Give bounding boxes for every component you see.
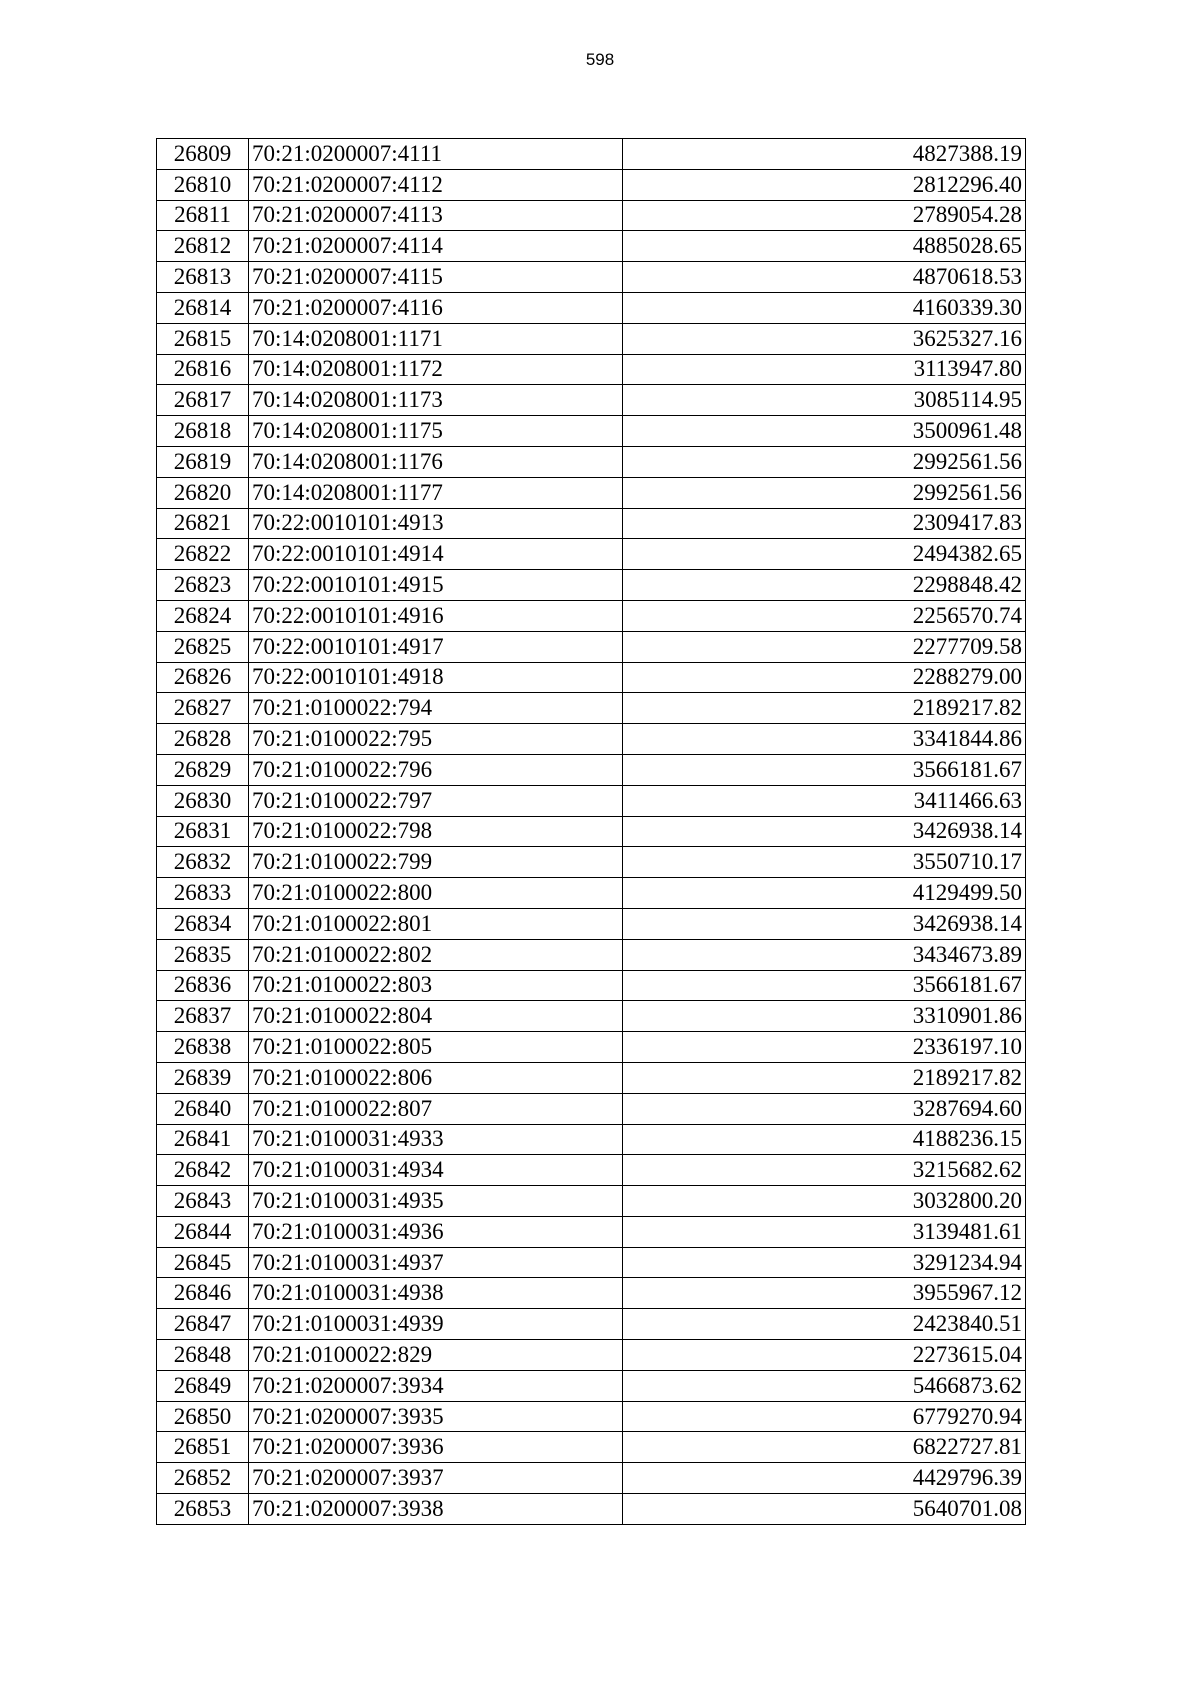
value-cell: 3139481.61 bbox=[623, 1216, 1026, 1247]
row-number-cell: 26850 bbox=[157, 1401, 249, 1432]
cadastral-number-cell: 70:22:0010101:4915 bbox=[249, 570, 623, 601]
cadastral-number-cell: 70:21:0200007:3936 bbox=[249, 1432, 623, 1463]
row-number-cell: 26840 bbox=[157, 1093, 249, 1124]
table-row bbox=[157, 1124, 1026, 1155]
table-row bbox=[157, 1494, 1026, 1525]
value-cell: 2992561.56 bbox=[623, 446, 1026, 477]
cadastral-number-cell: 70:22:0010101:4918 bbox=[249, 662, 623, 693]
row-number-cell: 26837 bbox=[157, 1001, 249, 1032]
cadastral-number-cell: 70:22:0010101:4917 bbox=[249, 631, 623, 662]
cadastral-number-cell: 70:21:0200007:4112 bbox=[249, 169, 623, 200]
cadastral-number-cell: 70:21:0100031:4935 bbox=[249, 1186, 623, 1217]
value-cell: 3625327.16 bbox=[623, 323, 1026, 354]
row-number-cell: 26811 bbox=[157, 200, 249, 231]
row-number-cell: 26823 bbox=[157, 570, 249, 601]
row-number-cell: 26813 bbox=[157, 262, 249, 293]
table-row bbox=[157, 139, 1026, 170]
cadastral-number-cell: 70:22:0010101:4916 bbox=[249, 600, 623, 631]
table-row bbox=[157, 878, 1026, 909]
value-cell: 2273615.04 bbox=[623, 1340, 1026, 1371]
row-number-cell: 26831 bbox=[157, 816, 249, 847]
row-number-cell: 26844 bbox=[157, 1216, 249, 1247]
value-cell: 2423840.51 bbox=[623, 1309, 1026, 1340]
value-cell: 3411466.63 bbox=[623, 785, 1026, 816]
table-row bbox=[157, 231, 1026, 262]
table-row bbox=[157, 354, 1026, 385]
value-cell: 3341844.86 bbox=[623, 724, 1026, 755]
row-number-cell: 26836 bbox=[157, 970, 249, 1001]
table-row bbox=[157, 292, 1026, 323]
table-row bbox=[157, 262, 1026, 293]
value-cell: 3500961.48 bbox=[623, 416, 1026, 447]
row-number-cell: 26833 bbox=[157, 878, 249, 909]
row-number-cell: 26835 bbox=[157, 939, 249, 970]
row-number-cell: 26820 bbox=[157, 477, 249, 508]
value-cell: 3434673.89 bbox=[623, 939, 1026, 970]
cadastral-number-cell: 70:21:0100022:795 bbox=[249, 724, 623, 755]
value-cell: 6822727.81 bbox=[623, 1432, 1026, 1463]
cadastral-number-cell: 70:21:0100022:796 bbox=[249, 754, 623, 785]
cadastral-number-cell: 70:21:0100031:4936 bbox=[249, 1216, 623, 1247]
value-cell: 2256570.74 bbox=[623, 600, 1026, 631]
cadastral-number-cell: 70:21:0100031:4934 bbox=[249, 1155, 623, 1186]
value-cell: 5466873.62 bbox=[623, 1370, 1026, 1401]
table-row bbox=[157, 1032, 1026, 1063]
cadastral-number-cell: 70:21:0100022:794 bbox=[249, 693, 623, 724]
table-body bbox=[157, 139, 1026, 1525]
value-cell: 2992561.56 bbox=[623, 477, 1026, 508]
value-cell: 2277709.58 bbox=[623, 631, 1026, 662]
row-number-cell: 26847 bbox=[157, 1309, 249, 1340]
table-row bbox=[157, 754, 1026, 785]
row-number-cell: 26809 bbox=[157, 139, 249, 170]
row-number-cell: 26814 bbox=[157, 292, 249, 323]
table-row bbox=[157, 1340, 1026, 1371]
table-row bbox=[157, 1062, 1026, 1093]
cadastral-number-cell: 70:21:0100022:800 bbox=[249, 878, 623, 909]
table-row bbox=[157, 1216, 1026, 1247]
row-number-cell: 26810 bbox=[157, 169, 249, 200]
cadastral-number-cell: 70:22:0010101:4913 bbox=[249, 508, 623, 539]
row-number-cell: 26838 bbox=[157, 1032, 249, 1063]
value-cell: 4160339.30 bbox=[623, 292, 1026, 323]
value-cell: 3310901.86 bbox=[623, 1001, 1026, 1032]
cadastral-number-cell: 70:14:0208001:1171 bbox=[249, 323, 623, 354]
row-number-cell: 26825 bbox=[157, 631, 249, 662]
value-cell: 2189217.82 bbox=[623, 693, 1026, 724]
value-cell: 2288279.00 bbox=[623, 662, 1026, 693]
table-row bbox=[157, 1247, 1026, 1278]
cadastral-number-cell: 70:21:0200007:4114 bbox=[249, 231, 623, 262]
row-number-cell: 26834 bbox=[157, 908, 249, 939]
cadastral-number-cell: 70:21:0100022:798 bbox=[249, 816, 623, 847]
row-number-cell: 26817 bbox=[157, 385, 249, 416]
value-cell: 3287694.60 bbox=[623, 1093, 1026, 1124]
value-cell: 3426938.14 bbox=[623, 816, 1026, 847]
row-number-cell: 26852 bbox=[157, 1463, 249, 1494]
value-cell: 3566181.67 bbox=[623, 754, 1026, 785]
cadastral-number-cell: 70:21:0100031:4937 bbox=[249, 1247, 623, 1278]
cadastral-number-cell: 70:14:0208001:1176 bbox=[249, 446, 623, 477]
row-number-cell: 26842 bbox=[157, 1155, 249, 1186]
value-cell: 3955967.12 bbox=[623, 1278, 1026, 1309]
table-row bbox=[157, 1432, 1026, 1463]
value-cell: 2494382.65 bbox=[623, 539, 1026, 570]
row-number-cell: 26827 bbox=[157, 693, 249, 724]
row-number-cell: 26832 bbox=[157, 847, 249, 878]
value-cell: 2298848.42 bbox=[623, 570, 1026, 601]
cadastral-number-cell: 70:22:0010101:4914 bbox=[249, 539, 623, 570]
cadastral-number-cell: 70:14:0208001:1172 bbox=[249, 354, 623, 385]
row-number-cell: 26828 bbox=[157, 724, 249, 755]
table-row bbox=[157, 662, 1026, 693]
table-row bbox=[157, 816, 1026, 847]
table-row bbox=[157, 385, 1026, 416]
table-row bbox=[157, 1001, 1026, 1032]
value-cell: 2789054.28 bbox=[623, 200, 1026, 231]
cadastral-number-cell: 70:21:0200007:3935 bbox=[249, 1401, 623, 1432]
row-number-cell: 26841 bbox=[157, 1124, 249, 1155]
table-row bbox=[157, 539, 1026, 570]
cadastral-number-cell: 70:14:0208001:1175 bbox=[249, 416, 623, 447]
table-row bbox=[157, 908, 1026, 939]
value-cell: 3550710.17 bbox=[623, 847, 1026, 878]
row-number-cell: 26816 bbox=[157, 354, 249, 385]
cadastral-number-cell: 70:21:0100022:829 bbox=[249, 1340, 623, 1371]
table-row bbox=[157, 970, 1026, 1001]
cadastral-number-cell: 70:21:0100022:803 bbox=[249, 970, 623, 1001]
table-row bbox=[157, 1370, 1026, 1401]
cadastral-number-cell: 70:21:0100031:4933 bbox=[249, 1124, 623, 1155]
cadastral-number-cell: 70:21:0100022:801 bbox=[249, 908, 623, 939]
table-row bbox=[157, 847, 1026, 878]
row-number-cell: 26849 bbox=[157, 1370, 249, 1401]
row-number-cell: 26821 bbox=[157, 508, 249, 539]
value-cell: 4870618.53 bbox=[623, 262, 1026, 293]
row-number-cell: 26818 bbox=[157, 416, 249, 447]
row-number-cell: 26845 bbox=[157, 1247, 249, 1278]
table-row bbox=[157, 1278, 1026, 1309]
row-number-cell: 26830 bbox=[157, 785, 249, 816]
table-row bbox=[157, 1155, 1026, 1186]
value-cell: 6779270.94 bbox=[623, 1401, 1026, 1432]
table-row bbox=[157, 631, 1026, 662]
value-cell: 4885028.65 bbox=[623, 231, 1026, 262]
table-row bbox=[157, 785, 1026, 816]
value-cell: 3566181.67 bbox=[623, 970, 1026, 1001]
table-row bbox=[157, 477, 1026, 508]
table-row bbox=[157, 446, 1026, 477]
table-row bbox=[157, 1186, 1026, 1217]
row-number-cell: 26848 bbox=[157, 1340, 249, 1371]
value-cell: 3426938.14 bbox=[623, 908, 1026, 939]
cadastral-number-cell: 70:14:0208001:1173 bbox=[249, 385, 623, 416]
cadastral-number-cell: 70:21:0100022:802 bbox=[249, 939, 623, 970]
cadastral-number-cell: 70:21:0100022:797 bbox=[249, 785, 623, 816]
value-cell: 4188236.15 bbox=[623, 1124, 1026, 1155]
table-row bbox=[157, 323, 1026, 354]
cadastral-number-cell: 70:21:0200007:4116 bbox=[249, 292, 623, 323]
row-number-cell: 26829 bbox=[157, 754, 249, 785]
cadastral-number-cell: 70:21:0100022:805 bbox=[249, 1032, 623, 1063]
cadastral-number-cell: 70:21:0200007:4111 bbox=[249, 139, 623, 170]
value-cell: 5640701.08 bbox=[623, 1494, 1026, 1525]
value-cell: 2309417.83 bbox=[623, 508, 1026, 539]
value-cell: 3085114.95 bbox=[623, 385, 1026, 416]
cadastral-number-cell: 70:21:0100022:799 bbox=[249, 847, 623, 878]
row-number-cell: 26812 bbox=[157, 231, 249, 262]
cadastral-number-cell: 70:21:0100031:4939 bbox=[249, 1309, 623, 1340]
table-row bbox=[157, 600, 1026, 631]
value-cell: 2189217.82 bbox=[623, 1062, 1026, 1093]
table-row bbox=[157, 169, 1026, 200]
row-number-cell: 26843 bbox=[157, 1186, 249, 1217]
row-number-cell: 26851 bbox=[157, 1432, 249, 1463]
cadastral-number-cell: 70:21:0100022:806 bbox=[249, 1062, 623, 1093]
table-row bbox=[157, 416, 1026, 447]
value-cell: 4429796.39 bbox=[623, 1463, 1026, 1494]
table-row bbox=[157, 1401, 1026, 1432]
cadastral-number-cell: 70:21:0200007:3934 bbox=[249, 1370, 623, 1401]
value-cell: 3032800.20 bbox=[623, 1186, 1026, 1217]
page-number: 598 bbox=[585, 50, 615, 69]
cadastral-number-cell: 70:21:0200007:3938 bbox=[249, 1494, 623, 1525]
table-row bbox=[157, 200, 1026, 231]
row-number-cell: 26826 bbox=[157, 662, 249, 693]
table-row bbox=[157, 570, 1026, 601]
cadastral-number-cell: 70:21:0100022:807 bbox=[249, 1093, 623, 1124]
cadastral-number-cell: 70:21:0200007:3937 bbox=[249, 1463, 623, 1494]
value-cell: 4827388.19 bbox=[623, 139, 1026, 170]
cadastral-number-cell: 70:14:0208001:1177 bbox=[249, 477, 623, 508]
value-cell: 2336197.10 bbox=[623, 1032, 1026, 1063]
cadastral-number-cell: 70:21:0100022:804 bbox=[249, 1001, 623, 1032]
value-cell: 3113947.80 bbox=[623, 354, 1026, 385]
row-number-cell: 26839 bbox=[157, 1062, 249, 1093]
table-row bbox=[157, 724, 1026, 755]
row-number-cell: 26846 bbox=[157, 1278, 249, 1309]
value-cell: 3215682.62 bbox=[623, 1155, 1026, 1186]
row-number-cell: 26853 bbox=[157, 1494, 249, 1525]
row-number-cell: 26824 bbox=[157, 600, 249, 631]
value-cell: 4129499.50 bbox=[623, 878, 1026, 909]
row-number-cell: 26819 bbox=[157, 446, 249, 477]
table-row bbox=[157, 508, 1026, 539]
value-cell: 2812296.40 bbox=[623, 169, 1026, 200]
table-row bbox=[157, 1093, 1026, 1124]
row-number-cell: 26822 bbox=[157, 539, 249, 570]
table-row bbox=[157, 1463, 1026, 1494]
cadastral-number-cell: 70:21:0200007:4113 bbox=[249, 200, 623, 231]
cadastral-number-cell: 70:21:0200007:4115 bbox=[249, 262, 623, 293]
table-row bbox=[157, 693, 1026, 724]
cadastral-number-cell: 70:21:0100031:4938 bbox=[249, 1278, 623, 1309]
row-number-cell: 26815 bbox=[157, 323, 249, 354]
table-row bbox=[157, 939, 1026, 970]
cadastral-value-table bbox=[156, 138, 1026, 1525]
value-cell: 3291234.94 bbox=[623, 1247, 1026, 1278]
table-row bbox=[157, 1309, 1026, 1340]
